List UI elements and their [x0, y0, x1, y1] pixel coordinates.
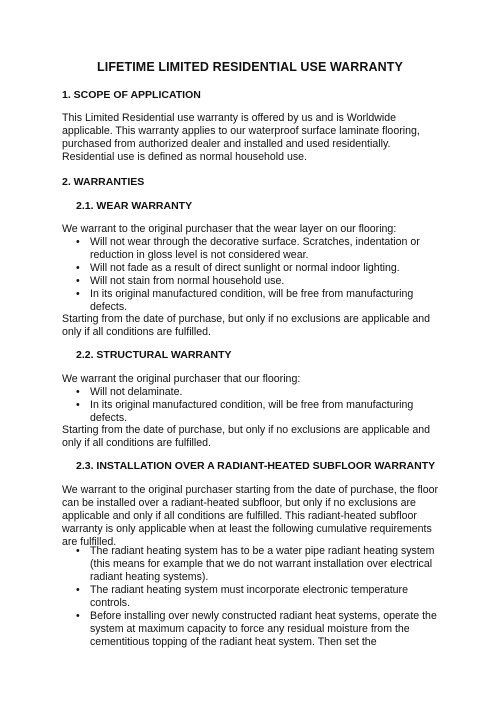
list-item: • Will not wear through the decorative surface. Scratches, indentation or reduction in gloss level is not considered wear. [62, 236, 444, 262]
list-item: • The radiant heating system has to be a water pipe radiant heating system (this means for example that we do not warrant installation over electrical radiant heating systems). [62, 545, 444, 584]
structural-closing: Starting from the date of purchase, but only if no exclusions are applicable and only if all conditions are fulfilled. [62, 424, 431, 449]
structural-intro: We warrant the original purchaser that our flooring: [62, 373, 301, 385]
structural-bullet-list [62, 386, 444, 425]
list-item: • Before installing over newly constructed radiant heat systems, operate the system at maximum capacity to force any residual moisture from the cementitious topping of the radiant heat system. Then set the [62, 610, 444, 649]
list-item: • In its original manufactured condition, will be free from manufacturing defects. [62, 399, 444, 425]
list-item: • Will not stain from normal household use. [62, 275, 444, 288]
list-item: • Will not delaminate. [62, 386, 444, 399]
wear-bullet-list [62, 236, 444, 314]
scope-paragraph: This Limited Residential use warranty is offered by us and is Worldwide applicable. This warranty applies to our waterproof surface laminate flooring, purchased from authorized dealer and installed and used residentially. Residential use is defined as normal household use. [62, 112, 420, 163]
radiant-bullet-list [62, 545, 444, 649]
radiant-intro: We warrant to the original purchaser starting from the date of purchase, the floor can be installed over a radiant-heated subfloor, but only if no exclusions are applicable and only if all conditions are fulfilled. This radiant-heated subfloor warranty is only applicable when at least the following cumulative requirements are fulfilled. [62, 484, 439, 548]
list-item: • The radiant heating system must incorporate electronic temperature controls. [62, 584, 444, 610]
section-heading-scope: 1. SCOPE OF APPLICATION [62, 89, 201, 101]
document-title: LIFETIME LIMITED RESIDENTIAL USE WARRANTY [97, 60, 403, 74]
subsection-heading-wear: 2.1. WEAR WARRANTY [76, 200, 193, 212]
list-item: • Will not fade as a result of direct sunlight or normal indoor lighting. [62, 262, 444, 275]
wear-closing: Starting from the date of purchase, but only if no exclusions are applicable and only if all conditions are fulfilled. [62, 313, 431, 338]
subsection-heading-radiant: 2.3. INSTALLATION OVER A RADIANT-HEATED SUBFLOOR WARRANTY [76, 460, 436, 472]
subsection-heading-structural: 2.2. STRUCTURAL WARRANTY [76, 349, 232, 361]
wear-intro: We warrant to the original purchaser that the wear layer on our flooring: [62, 223, 397, 235]
list-item: • In its original manufactured condition, will be free from manufacturing defects. [62, 288, 444, 314]
section-heading-warranties: 2. WARRANTIES [62, 176, 145, 188]
